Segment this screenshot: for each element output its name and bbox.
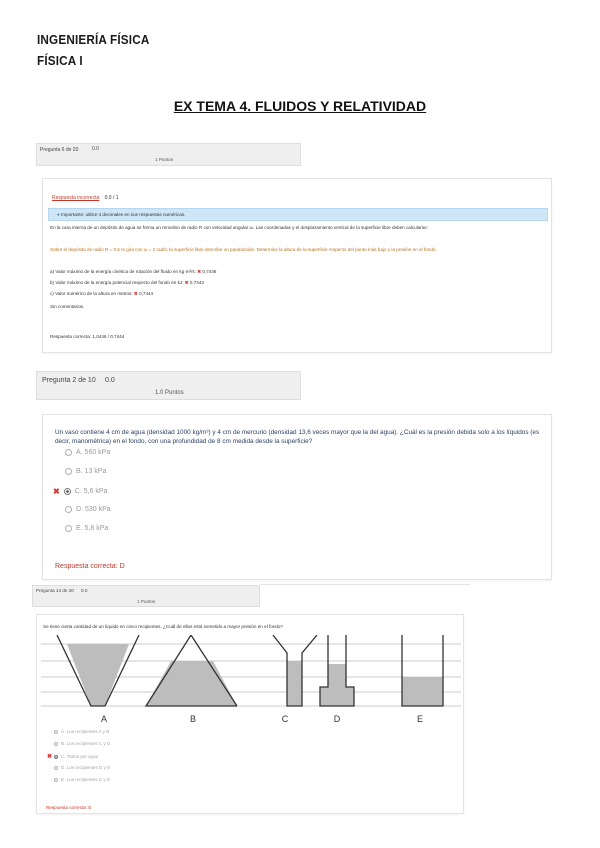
question-detail: Sobre el depósito de radio R = 0.5 m gira con ω = 2 rad/s; la superficie libre describe un paraboloide. Determine la altura de la superficie respecto del punto más bajo y la presión en el fondo. — [50, 247, 437, 252]
container-e — [402, 635, 443, 706]
correct-answer: Respuesta correcta: D — [55, 563, 125, 570]
result-value: 0.0 / 1 — [104, 195, 119, 201]
container-c — [273, 635, 317, 706]
question-points: 1 Puntos — [155, 157, 174, 162]
exam-title: EX TEMA 4. FLUIDOS Y RELATIVIDAD — [173, 98, 427, 114]
course-name: INGENIERÍA FÍSICA — [37, 32, 150, 47]
question-score: 0.0 — [92, 146, 99, 152]
label-d: D — [333, 714, 341, 724]
feedback-note: Sin comentarios. — [50, 304, 85, 309]
question-header-3 — [32, 585, 260, 607]
option-d[interactable]: D. Los recipientes D y E — [54, 765, 110, 770]
divider — [260, 584, 470, 585]
label-c: C — [281, 714, 289, 724]
answer-item-b: b) Valor máximo de la energía potencial respecto del fondo en kJ: ✖ 0,7444 — [50, 280, 204, 285]
question-points: 1 Puntos — [137, 599, 156, 604]
correct-answer: Respuesta correcta: 1,0446 / 0,7444 — [50, 334, 125, 339]
subject-name: FÍSICA I — [37, 53, 83, 68]
question-text: Un vaso contiene 4 cm de agua (densidad 1000 kg/m³) y 4 cm de mercurio (densidad 13,6 veces mayor que la del agua). ¿Cuál es la presión debida solo a los líquidos (es decir, manométrica) en el fondo, con una profundidad de 8 cm medida desde la superficie? — [55, 429, 540, 445]
option-b[interactable]: B. 13 kPa — [65, 468, 106, 475]
question-statement: En la cara interna de un depósito de agua se forma un remolino de radio R con velocidad angular ω. Las coordenadas y el desplazamiento vertical de la superficie libre deben calcularse: — [50, 225, 428, 230]
option-b[interactable]: B. Los recipientes C y D — [54, 741, 110, 746]
containers-diagram — [41, 635, 461, 729]
wrong-icon: ✖ — [47, 754, 53, 760]
result-label: Respuesta incorrecta — [52, 195, 100, 201]
label-b: B — [189, 714, 197, 724]
container-b — [146, 635, 237, 706]
option-d[interactable]: D. 530 kPa — [65, 506, 111, 513]
question-number: Pregunta 2 de 10 — [42, 377, 96, 384]
question-points: 1.0 Puntos — [155, 390, 184, 396]
question-card-3 — [36, 614, 464, 814]
wrong-icon: ✖ — [53, 487, 60, 496]
radio-button[interactable] — [54, 755, 58, 759]
radio-button[interactable] — [54, 742, 58, 746]
question-header-1 — [36, 143, 301, 166]
option-e[interactable]: E. 5,8 kPa — [65, 525, 108, 532]
radio-button[interactable] — [65, 449, 72, 456]
info-banner — [48, 208, 548, 221]
answer-item-c: c) Valor numérico de la altura en metros: ✖ 0,7444 — [50, 291, 154, 296]
radio-button[interactable] — [54, 778, 58, 782]
radio-button[interactable] — [65, 525, 72, 532]
wrong-icon: ✖ — [133, 291, 138, 296]
radio-button[interactable] — [64, 488, 71, 495]
question-number: Pregunta 14 de 20 — [36, 588, 74, 593]
option-a[interactable]: A. Los recipientes A y B — [54, 729, 109, 734]
radio-button[interactable] — [54, 766, 58, 770]
question-text: Se tiene cierta cantidad de un líquido en cinco recipientes. ¿Cuál de ellos está sometido a mayor presión en el fondo? — [43, 624, 284, 629]
option-a[interactable]: A. 560 kPa — [65, 449, 110, 456]
question-score: 0.0 — [81, 588, 88, 593]
radio-button[interactable] — [65, 506, 72, 513]
question-card-1 — [42, 178, 552, 353]
question-header-2 — [36, 371, 301, 400]
option-c[interactable]: ✖ C. Todos por igual — [47, 754, 98, 760]
option-e[interactable]: E. Los recipientes C y E — [54, 777, 110, 782]
radio-button[interactable] — [54, 730, 58, 734]
question-score: 0.0 — [105, 377, 115, 384]
question-card-2 — [42, 414, 552, 580]
radio-button[interactable] — [65, 468, 72, 475]
option-c[interactable]: ✖ C. 5,6 kPa — [53, 487, 108, 496]
answer-item-a: a) Valor máximo de la energía cinética de rotación del fluido en kg·m²/s: ✖ 0,7446 — [50, 269, 217, 274]
wrong-icon: ✖ — [197, 269, 202, 274]
question-number: Pregunta 6 de 20 — [40, 147, 79, 153]
label-e: E — [416, 714, 424, 724]
info-icon: ● — [57, 212, 60, 217]
label-a: A — [100, 714, 108, 724]
container-d — [320, 635, 354, 706]
info-text: Importante: utilice 4 decimales en sus respuestas numéricas. — [61, 212, 186, 217]
wrong-icon: ✖ — [184, 280, 189, 285]
correct-answer: Respuesta correcta: E — [46, 805, 92, 810]
container-a — [57, 635, 139, 706]
